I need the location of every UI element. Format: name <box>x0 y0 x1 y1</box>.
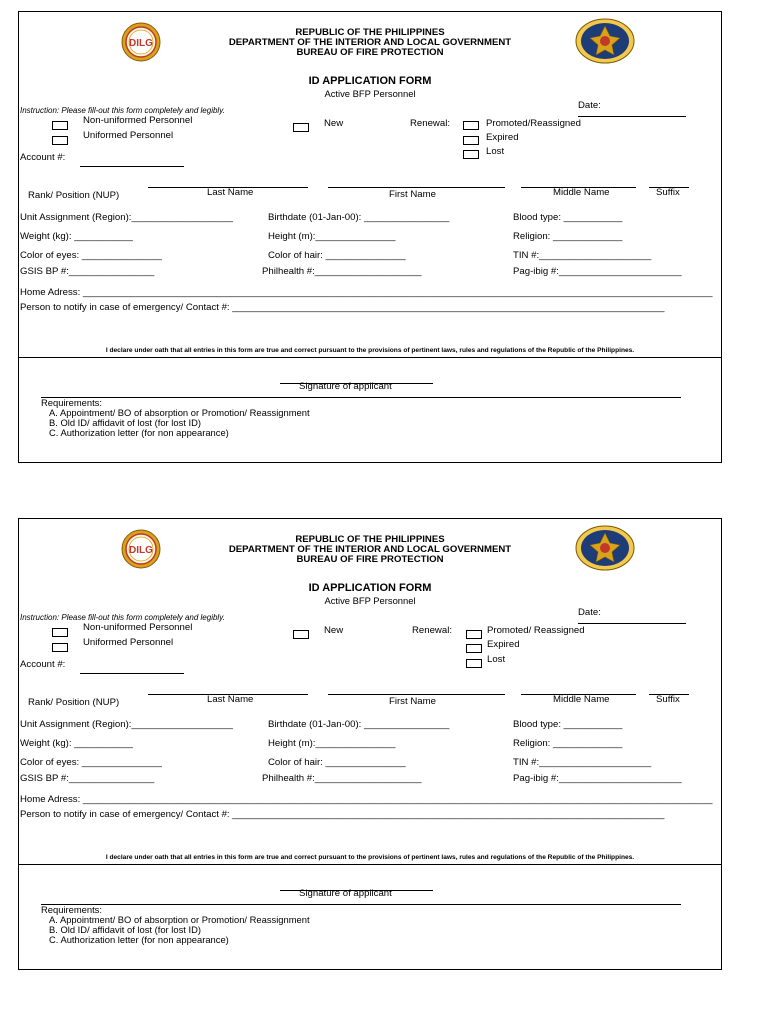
home-address-field[interactable]: Home Adress: ______________________________________________________________________________________________________________________ <box>20 287 713 298</box>
rank-label: Rank/ Position (NUP) <box>28 697 120 708</box>
requirement-b: B. Old ID/ affidavit of lost (for lost ID) <box>49 924 201 935</box>
renewal-option-promoted: Promoted/ Reassigned <box>487 625 585 636</box>
birthdate-field[interactable]: Birthdate (01-Jan-00): ________________ <box>268 719 450 730</box>
gsis-field[interactable]: GSIS BP #:________________ <box>20 773 155 784</box>
pagibig-field[interactable]: Pag-ibig #:_______________________ <box>513 266 682 277</box>
hair-color-field[interactable]: Color of hair: _______________ <box>268 757 406 768</box>
renewal-option-lost: Lost <box>486 146 505 157</box>
requirements-divider <box>41 904 681 905</box>
form-title: ID APPLICATION FORM <box>308 582 432 594</box>
header-department: DEPARTMENT OF THE INTERIOR AND LOCAL GOVERNMENT <box>228 544 512 555</box>
renewal-option-promoted: Promoted/Reassigned <box>486 118 581 129</box>
account-label: Account #: <box>20 659 66 670</box>
non-uniformed-label: Non-uniformed Personnel <box>83 622 193 633</box>
pagibig-field[interactable]: Pag-ibig #:_______________________ <box>513 773 682 784</box>
uniformed-label: Uniformed Personnel <box>83 637 174 648</box>
checkbox-lost[interactable] <box>466 659 482 668</box>
header-department: DEPARTMENT OF THE INTERIOR AND LOCAL GOVERNMENT <box>228 37 512 48</box>
renewal-option-lost: Lost <box>487 654 506 665</box>
renewal-option-expired: Expired <box>486 132 519 143</box>
philhealth-field[interactable]: Philhealth #:____________________ <box>262 266 422 277</box>
declaration-text: I declare under oath that all entries in this form are true and correct pursuant to the provisions of pertinent laws, rules and regulations of the Republic of the Philippines. <box>105 347 635 354</box>
date-label: Date: <box>578 607 601 618</box>
declaration-divider <box>19 864 721 865</box>
form-title: ID APPLICATION FORM <box>308 75 432 87</box>
first-name-line[interactable] <box>328 694 505 695</box>
date-line[interactable] <box>578 623 686 624</box>
first-name-label: First Name <box>389 189 436 200</box>
renewal-option-expired: Expired <box>487 639 520 650</box>
blood-type-field[interactable]: Blood type: ___________ <box>513 212 623 223</box>
checkbox-expired[interactable] <box>466 644 482 653</box>
tin-field[interactable]: TIN #:_____________________ <box>513 250 652 261</box>
header-bureau: BUREAU OF FIRE PROTECTION <box>296 47 444 58</box>
height-field[interactable]: Height (m):_______________ <box>268 738 396 749</box>
new-label: New <box>324 625 344 636</box>
weight-field[interactable]: Weight (kg): ___________ <box>20 231 133 242</box>
checkbox-uniformed[interactable] <box>52 643 68 652</box>
date-label: Date: <box>578 100 601 111</box>
instruction-text: Instruction: Please fill-out this form completely and legibly. <box>20 106 225 115</box>
requirement-a: A. Appointment/ BO of absorption or Promotion/ Reassignment <box>49 407 310 418</box>
religion-field[interactable]: Religion: _____________ <box>513 738 623 749</box>
gsis-field[interactable]: GSIS BP #:________________ <box>20 266 155 277</box>
checkbox-non-uniformed[interactable] <box>52 121 68 130</box>
unit-assignment-field[interactable]: Unit Assignment (Region):___________________ <box>20 719 233 730</box>
tin-field[interactable]: TIN #:_____________________ <box>513 757 652 768</box>
requirements-divider <box>41 397 681 398</box>
checkbox-promoted[interactable] <box>466 630 482 639</box>
dilg-logo-text: DILG <box>129 545 153 556</box>
philhealth-field[interactable]: Philhealth #:____________________ <box>262 773 422 784</box>
account-line[interactable] <box>80 166 184 167</box>
requirements-title: Requirements: <box>41 397 102 408</box>
last-name-label: Last Name <box>207 694 254 705</box>
checkbox-lost[interactable] <box>463 150 479 159</box>
checkbox-promoted[interactable] <box>463 121 479 130</box>
non-uniformed-label: Non-uniformed Personnel <box>83 115 193 126</box>
rank-label: Rank/ Position (NUP) <box>28 190 120 201</box>
emergency-contact-field[interactable]: Person to notify in case of emergency/ Contact #: _________________________________________________________________________________ <box>20 302 665 313</box>
birthdate-field[interactable]: Birthdate (01-Jan-00): ________________ <box>268 212 450 223</box>
header-bureau: BUREAU OF FIRE PROTECTION <box>296 554 444 565</box>
new-label: New <box>324 118 344 129</box>
id-application-form-2 <box>18 518 722 970</box>
height-field[interactable]: Height (m):_______________ <box>268 231 396 242</box>
form-subtitle: Active BFP Personnel <box>324 88 416 99</box>
hair-color-field[interactable]: Color of hair: _______________ <box>268 250 406 261</box>
renewal-label: Renewal: <box>410 118 450 129</box>
date-line[interactable] <box>578 116 686 117</box>
emergency-contact-field[interactable]: Person to notify in case of emergency/ Contact #: _________________________________________________________________________________ <box>20 809 665 820</box>
requirement-b: B. Old ID/ affidavit of lost (for lost ID) <box>49 417 201 428</box>
signature-label: Signature of applicant <box>299 888 392 899</box>
first-name-line[interactable] <box>328 187 505 188</box>
middle-name-label: Middle Name <box>553 187 610 198</box>
header-republic: REPUBLIC OF THE PHILIPPINES <box>295 534 445 545</box>
account-line[interactable] <box>80 673 184 674</box>
dilg-logo-text: DILG <box>129 38 153 49</box>
header-republic: REPUBLIC OF THE PHILIPPINES <box>295 27 445 38</box>
checkbox-non-uniformed[interactable] <box>52 628 68 637</box>
home-address-field[interactable]: Home Adress: ______________________________________________________________________________________________________________________ <box>20 794 713 805</box>
declaration-divider <box>19 357 721 358</box>
middle-name-label: Middle Name <box>553 694 610 705</box>
religion-field[interactable]: Religion: _____________ <box>513 231 623 242</box>
uniformed-label: Uniformed Personnel <box>83 130 174 141</box>
unit-assignment-field[interactable]: Unit Assignment (Region):___________________ <box>20 212 233 223</box>
suffix-label: Suffix <box>656 694 680 705</box>
checkbox-new[interactable] <box>293 630 309 639</box>
requirement-c: C. Authorization letter (for non appearance) <box>49 934 229 945</box>
id-application-form-1 <box>18 11 722 463</box>
signature-label: Signature of applicant <box>299 381 392 392</box>
weight-field[interactable]: Weight (kg): ___________ <box>20 738 133 749</box>
eye-color-field[interactable]: Color of eyes: _______________ <box>20 250 162 261</box>
instruction-text: Instruction: Please fill-out this form completely and legibly. <box>20 613 225 622</box>
eye-color-field[interactable]: Color of eyes: _______________ <box>20 757 162 768</box>
last-name-label: Last Name <box>207 187 254 198</box>
requirement-a: A. Appointment/ BO of absorption or Promotion/ Reassignment <box>49 914 310 925</box>
requirements-title: Requirements: <box>41 904 102 915</box>
checkbox-expired[interactable] <box>463 136 479 145</box>
checkbox-new[interactable] <box>293 123 309 132</box>
form-subtitle: Active BFP Personnel <box>324 595 416 606</box>
requirement-c: C. Authorization letter (for non appearance) <box>49 427 229 438</box>
blood-type-field[interactable]: Blood type: ___________ <box>513 719 623 730</box>
checkbox-uniformed[interactable] <box>52 136 68 145</box>
account-label: Account #: <box>20 152 66 163</box>
renewal-label: Renewal: <box>412 625 452 636</box>
first-name-label: First Name <box>389 696 436 707</box>
declaration-text: I declare under oath that all entries in this form are true and correct pursuant to the provisions of pertinent laws, rules and regulations of the Republic of the Philippines. <box>105 854 635 861</box>
suffix-label: Suffix <box>656 187 680 198</box>
